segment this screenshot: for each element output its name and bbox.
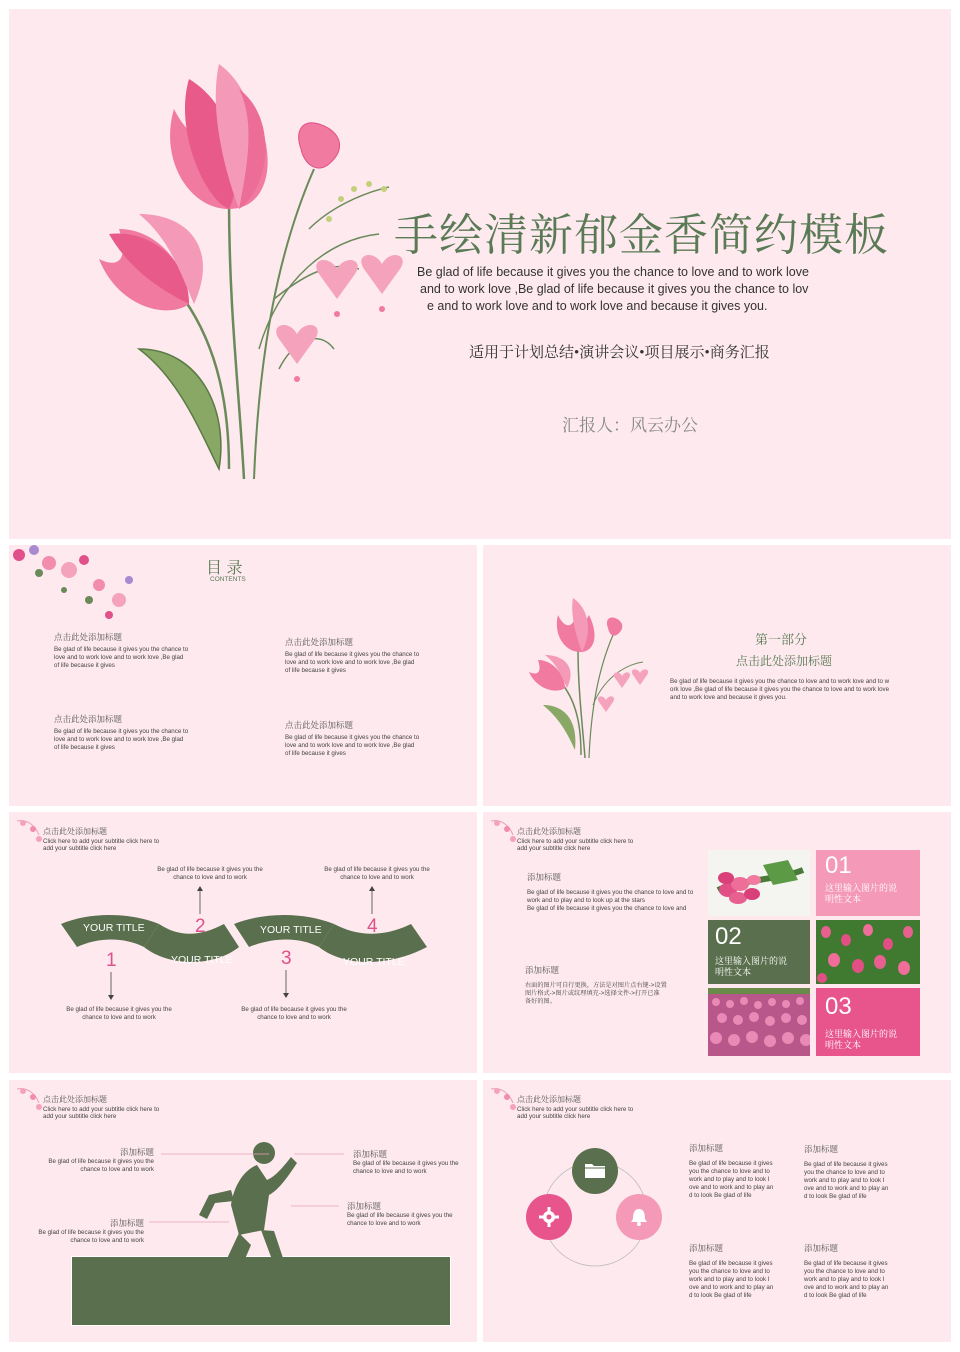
- text-line: 备好的图。: [525, 998, 556, 1005]
- step-number: 4: [367, 916, 378, 937]
- slide-header-title: 点击此处添加标题: [43, 1095, 107, 1104]
- toc-item[interactable]: [285, 636, 445, 675]
- text-line: Be glad of life because it gives you the: [353, 1160, 459, 1167]
- item-title: 添加标题: [109, 1218, 144, 1228]
- arrow-down-icon: [283, 970, 289, 998]
- text-line: you the chance to love and to: [804, 1268, 885, 1275]
- text-line: Be glad of life because it gives you the: [324, 866, 430, 873]
- toc-item-line: Be glad of life because it gives you the chance to: [54, 646, 189, 653]
- gear-icon: [539, 1207, 559, 1227]
- wave-title: YOUR TITLE: [343, 956, 405, 968]
- gallery-block: [525, 964, 700, 1006]
- item-title: 添加标题: [353, 1149, 388, 1159]
- toc-item-line: Be glad of life because it gives you the chance to: [54, 728, 189, 735]
- toc-item-title: 点击此处添加标题: [54, 632, 123, 642]
- tulip-bunch-image: [708, 850, 810, 916]
- runner-item: [29, 1217, 144, 1245]
- text-line: you the chance to love and to: [689, 1168, 770, 1175]
- runner-item: [347, 1200, 467, 1228]
- text-line: you the chance to love and to: [689, 1268, 770, 1275]
- toc-item-line: of life because it gives: [285, 750, 346, 757]
- wave-bottom-text: [239, 1006, 349, 1022]
- item-title: 添加标题: [689, 1243, 724, 1253]
- caption-tile[interactable]: [708, 920, 810, 984]
- tulip-photo[interactable]: [708, 850, 810, 916]
- toc-title: 目 录: [206, 560, 243, 577]
- step-number: 1: [106, 950, 117, 971]
- toc-item-title: 点击此处添加标题: [285, 720, 354, 730]
- text-line: Be glad of life because it gives you the: [38, 1229, 144, 1236]
- section-line: and to work love and because it gives you.: [670, 694, 787, 701]
- text-line: work and to play and to look I: [804, 1276, 885, 1283]
- flower-corner-icon: [487, 1083, 521, 1117]
- text-line: work and to play and to look I: [689, 1176, 770, 1183]
- text-line: chance to love and to work: [257, 1014, 331, 1021]
- tile-text: 明性文本: [825, 894, 862, 904]
- tile-number: 01: [825, 852, 852, 879]
- arrow-up-icon: [197, 886, 203, 914]
- text-line: you the chance to love and to: [804, 1169, 885, 1176]
- gallery-block: [527, 871, 702, 913]
- cover-body-line-2: and to work love ,Be glad of life because it gives you the chance to lov: [420, 282, 809, 296]
- toc-item-line: love and to work love and to work love ,Be glad: [54, 736, 184, 743]
- section-line: ork love ,Be glad of life because it gives you the chance to love and to work love: [670, 686, 890, 693]
- folder-icon: [585, 1162, 605, 1178]
- item-title: 添加标题: [689, 1143, 724, 1153]
- text-line: Be glad of life because it gives you the chance to love and: [527, 905, 687, 912]
- section-part-label: 第一部分: [755, 632, 808, 647]
- bell-icon-circle[interactable]: [616, 1194, 662, 1240]
- item-title: 添加标题: [804, 1144, 839, 1154]
- text-line: Be glad of life because it gives you the: [347, 1212, 453, 1219]
- gallery-slide[interactable]: [483, 812, 951, 1073]
- tile-text: 这里输入图片的说: [715, 956, 788, 966]
- tulip-bouquet-illustration: [523, 590, 653, 760]
- tile-text: 明性文本: [825, 1040, 862, 1050]
- wave-title: YOUR TITLE: [83, 922, 145, 934]
- arrow-down-icon: [108, 972, 114, 1000]
- wave-title: YOUR TITLE: [260, 924, 322, 936]
- slide-header-sub: Click here to add your subtitle click here to: [43, 1106, 160, 1113]
- text-line: Be glad of life because it gives you the: [157, 866, 263, 873]
- text-line: chance to love and to work: [340, 874, 414, 881]
- text-line: Be glad of life because it gives: [804, 1260, 888, 1267]
- slide-header-sub: add your subtitle click here: [43, 845, 117, 852]
- text-line: ove and to work and to play an: [689, 1284, 774, 1291]
- text-line: chance to love and to work: [70, 1237, 144, 1244]
- cover-reporter: 汇报人：风云办公: [562, 416, 698, 435]
- item-title: 添加标题: [119, 1147, 154, 1157]
- runner-item: [39, 1146, 154, 1174]
- text-line: ove and to work and to play an: [804, 1185, 889, 1192]
- section-slide[interactable]: [483, 545, 951, 806]
- toc-item-title: 点击此处添加标题: [54, 714, 123, 724]
- tulip-meadow-image: [708, 988, 810, 1056]
- block-title: 添加标题: [525, 965, 560, 975]
- toc-item-title: 点击此处添加标题: [285, 637, 354, 647]
- text-line: chance to love and to work: [82, 1014, 156, 1021]
- cover-body-line-3: e and to work love and to work love and because it gives you.: [427, 299, 768, 313]
- text-line: ove and to work and to play an: [804, 1284, 889, 1291]
- wave-top-text: [322, 866, 432, 882]
- toc-subtitle: CONTENTS: [210, 576, 246, 583]
- flower-corner-decoration: [9, 545, 139, 625]
- wave-title: YOUR TITLE: [171, 954, 233, 966]
- gear-icon-circle[interactable]: [526, 1194, 572, 1240]
- tulip-photo[interactable]: [708, 988, 810, 1056]
- slide-header-title: 点击此处添加标题: [517, 1095, 581, 1104]
- flower-corner-icon: [13, 815, 47, 849]
- text-line: Be glad of life because it gives you the: [241, 1006, 347, 1013]
- tile-text: 明性文本: [715, 967, 752, 977]
- bell-icon: [629, 1207, 649, 1227]
- cycle-item: [804, 1143, 904, 1201]
- text-line: chance to love and to work: [353, 1168, 427, 1175]
- text-line: chance to love and to work: [347, 1220, 421, 1227]
- slide-header-title: 点击此处添加标题: [43, 827, 107, 836]
- wave-bottom-text: [64, 1006, 174, 1022]
- text-line: d to look Be glad of life: [689, 1192, 752, 1199]
- text-line: d to look Be glad of life: [804, 1193, 867, 1200]
- text-line: work and to play and to look I: [689, 1276, 770, 1283]
- slide-header-sub: add your subtitle click here: [517, 1113, 591, 1120]
- tulip-field-image: [816, 920, 920, 984]
- text-line: ove and to work and to play an: [689, 1184, 774, 1191]
- flower-corner-icon: [487, 815, 521, 849]
- toc-slide[interactable]: [9, 545, 477, 806]
- cycle-item: [689, 1142, 789, 1200]
- cover-slide[interactable]: [9, 9, 951, 539]
- text-line: d to look Be glad of life: [804, 1292, 867, 1299]
- toc-item-line: love and to work love and to work love ,Be glad: [54, 654, 184, 661]
- text-line: Be glad of life because it gives you the: [66, 1006, 172, 1013]
- tile-number: 03: [825, 993, 852, 1020]
- toc-item[interactable]: [54, 713, 214, 752]
- step-number: 2: [195, 916, 206, 937]
- text-line: Be glad of life because it gives: [804, 1161, 888, 1168]
- slide-header-sub: Click here to add your subtitle click here to: [43, 838, 160, 845]
- text-line: 右面的图片可自行更换，方法是对图片点右键->设置: [525, 982, 667, 989]
- wave-top-text: [155, 866, 265, 882]
- text-line: work and to play and to look up at the stars: [527, 897, 645, 904]
- toc-item-line: of life because it gives: [54, 662, 115, 669]
- tile-text: 这里输入图片的说: [825, 883, 898, 893]
- toc-item[interactable]: [54, 631, 214, 670]
- arrow-up-icon: [369, 886, 375, 914]
- slide-header-sub: Click here to add your subtitle click here to: [517, 838, 634, 845]
- block-title: 添加标题: [527, 872, 562, 882]
- slide-header-title: 点击此处添加标题: [517, 827, 581, 836]
- text-line: 图片格式->图片或纹理填充->选择文件->打开已准: [525, 990, 660, 997]
- section-line: Be glad of life because it gives you the chance to love and to work love and to w: [670, 678, 890, 685]
- item-title: 添加标题: [804, 1243, 839, 1253]
- text-line: work and to play and to look I: [804, 1177, 885, 1184]
- text-line: Be glad of life because it gives: [689, 1160, 773, 1167]
- text-line: Be glad of life because it gives you the chance to love and to: [527, 889, 694, 896]
- toc-item-line: Be glad of life because it gives you the chance to: [285, 734, 420, 741]
- toc-item-line: of life because it gives: [285, 667, 346, 674]
- text-line: chance to love and to work: [80, 1166, 154, 1173]
- cycle-slide[interactable]: [483, 1080, 951, 1342]
- toc-item-line: love and to work love and to work love ,Be glad: [285, 659, 415, 666]
- section-title: 点击此处添加标题: [736, 654, 833, 668]
- wave-process-slide[interactable]: [9, 812, 477, 1073]
- caption-tile[interactable]: [816, 850, 920, 916]
- runner-item: [353, 1148, 473, 1176]
- tile-number: 02: [715, 923, 742, 950]
- text-line: Be glad of life because it gives: [689, 1260, 773, 1267]
- caption-tile[interactable]: [816, 988, 920, 1056]
- text-line: d to look Be glad of life: [689, 1292, 752, 1299]
- toc-item[interactable]: [285, 719, 445, 758]
- slide-header-sub: add your subtitle click here: [43, 1113, 117, 1120]
- toc-item-line: love and to work love and to work love ,Be glad: [285, 742, 415, 749]
- toc-item-line: of life because it gives: [54, 744, 115, 751]
- slide-header-sub: Click here to add your subtitle click here to: [517, 1106, 634, 1113]
- cover-tags: 适用于计划总结•演讲会议•项目展示•商务汇报: [469, 345, 770, 361]
- cover-body-line-1: Be glad of life because it gives you the chance to love and to work love: [417, 265, 809, 279]
- item-title: 添加标题: [347, 1201, 382, 1211]
- text-line: Be glad of life because it gives you the: [48, 1158, 154, 1165]
- tile-text: 这里输入图片的说: [825, 1029, 898, 1039]
- folder-icon-circle[interactable]: [572, 1148, 618, 1194]
- slide-header-sub: add your subtitle click here: [517, 845, 591, 852]
- tulip-photo[interactable]: [816, 920, 920, 984]
- cover-title: 手绘清新郁金香简约模板: [394, 211, 889, 260]
- toc-item-line: Be glad of life because it gives you the chance to: [285, 651, 420, 658]
- text-line: chance to love and to work: [173, 874, 247, 881]
- runner-slide[interactable]: [9, 1080, 477, 1342]
- cycle-item: [689, 1242, 789, 1300]
- cycle-item: [804, 1242, 904, 1300]
- step-number: 3: [281, 948, 292, 969]
- tulip-bouquet-illustration: [79, 49, 409, 489]
